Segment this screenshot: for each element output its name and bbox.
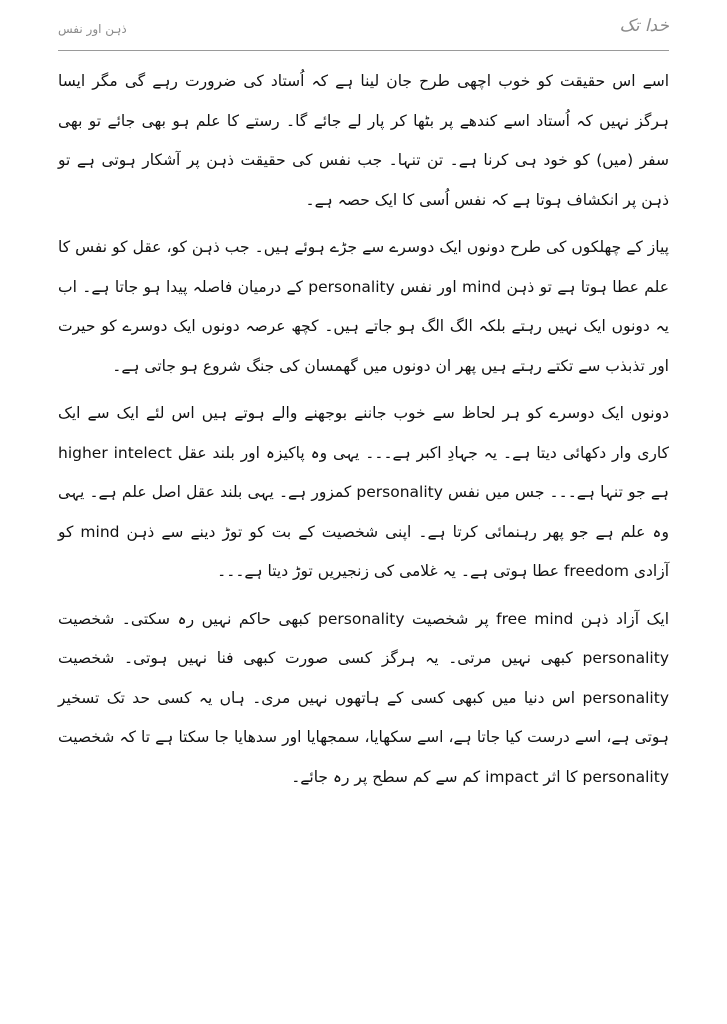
paragraph-1: اسے اس حقیقت کو خوب اچھی طرح جان لینا ہے کہ اُستاد کی ضرورت رہے گی مگر ایسا ہرگز نہیں کہ اُستاد اسے کندھے پر بٹھا کر پار لے جائے گا۔ رستے کا علم ہو بھی جائے تو بھی سفر (میں) کو خود ہی کرنا ہے۔ تن تنہا۔ جب نفس کی حقیقت ذہن پر آشکار ہوتی ہے تو ذہن پر انکشاف ہوتا ہے کہ نفس اُسی کا ایک حصہ ہے۔ <box>58 72 669 209</box>
paragraph-4: ایک آزاد ذہن free mind پر شخصیت personality کبھی حاکم نہیں رہ سکتی۔ شخصیت personality کبھی نہیں مرتی۔ یہ ہرگز کسی صورت کبھی فنا نہیں ہوتی۔ شخصیت personality اس دنیا میں کبھی کسی کے ہاتھوں نہیں مری۔ ہاں یہ کسی حد تک تسخیر ہوتی ہے، اسے درست کیا جاتا ہے، اسے سکھایا، سمجھایا اور سدھایا جا سکتا ہے تا کہ شخصیت personality کا اثر impact کم سے کم سطح پر رہ جائے۔ <box>58 609 670 786</box>
page-body <box>58 62 669 797</box>
page-header <box>58 14 669 51</box>
logo-text: خدا تک <box>619 16 669 36</box>
paragraph-2: پیاز کے چھلکوں کی طرح دونوں ایک دوسرے سے جڑے ہوئے ہیں۔ جب ذہن کو، عقل کو نفس کا علم عطا ہوتا ہے تو ذہن mind اور نفس personality کے درمیان فاصلہ پیدا ہو جاتا ہے۔ اب یہ دونوں ایک نہیں رہتے بلکہ الگ الگ ہو جاتے ہیں۔ کچھ عرصہ دونوں ایک دوسرے کو حیرت اور تذبذب سے تکتے رہتے ہیں پھر ان دونوں میں گھمسان کی جنگ شروع ہو جاتی ہے۔ <box>58 238 669 375</box>
paragraph-3: دونوں ایک دوسرے کو ہر لحاظ سے خوب جاننے بوجھنے والے ہوتے ہیں اس لئے ایک سے ایک کاری وار دکھائی دیتا ہے۔ یہ جہادِ اکبر ہے۔۔۔ یہی وہ پاکیزہ اور بلند عقل higher intelect ہے جو تنہا ہے۔۔۔ جس میں نفس personality کمزور ہے۔ یہی بلند عقل اصل علم ہے۔ یہی وہ علم ہے جو پھر رہنمائی کرتا ہے۔ اپنی شخصیت کے بت کو توڑ دینے سے ذہن mind کو آزادی freedom عطا ہوتی ہے۔ یہ غلامی کی زنجیریں توڑ دیتا ہے۔۔۔ <box>58 404 669 580</box>
section-title: ذہن اور نفس <box>58 22 127 36</box>
